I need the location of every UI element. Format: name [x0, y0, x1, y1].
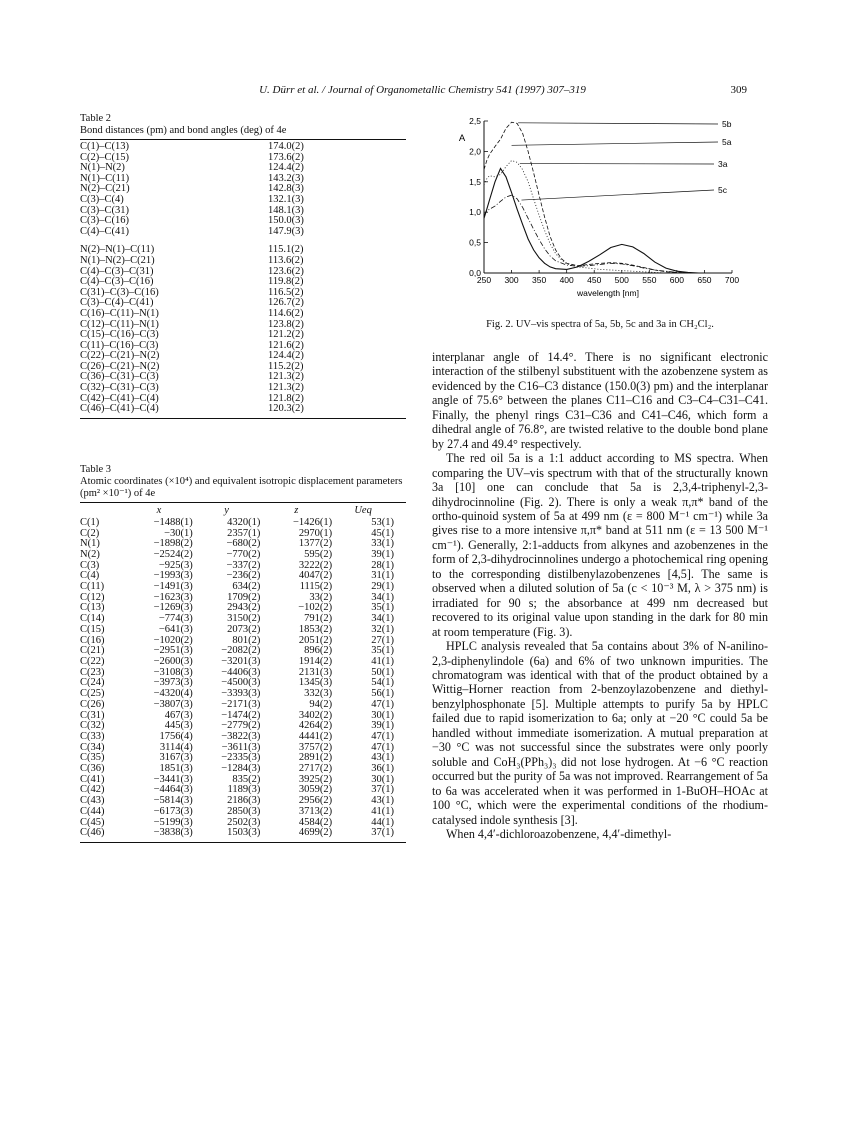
atom-label: C(12): [80, 591, 105, 603]
atom-label: C(45): [80, 816, 105, 828]
coord-z: 2891(2): [298, 752, 333, 764]
bond-label: C(46)–C(41)–C(4): [80, 403, 159, 415]
coord-x: 445(3): [164, 720, 193, 732]
atom-label: C(33): [80, 730, 105, 742]
bond-value: 147.9(3): [268, 225, 304, 237]
coord-ueq: 29(1): [371, 581, 394, 593]
legend-leader: [512, 142, 718, 145]
bond-label: N(1)–N(2)–C(21): [80, 254, 155, 266]
coord-x: −5814(3): [153, 795, 193, 807]
x-tick-label: 650: [697, 275, 712, 285]
y-tick-label: 2,0: [469, 146, 481, 157]
coord-z: 4047(2): [298, 570, 333, 582]
y-axis-label: A: [458, 133, 466, 144]
coord-y: −680(2): [226, 538, 261, 550]
coord-ueq: 47(1): [371, 741, 394, 753]
coord-ueq: 56(1): [371, 688, 394, 700]
coord-x: −3838(3): [153, 827, 193, 839]
table2-row: [80, 309, 406, 320]
atom-label: C(23): [80, 666, 105, 678]
atom-label: C(1): [80, 516, 100, 528]
coord-ueq: 43(1): [371, 795, 394, 807]
coord-ueq: 33(1): [371, 538, 394, 550]
coord-y: −1474(2): [221, 709, 261, 721]
x-tick-label: 700: [724, 275, 740, 285]
bond-value: 124.4(2): [268, 350, 304, 362]
bond-value: 116.5(2): [268, 286, 304, 298]
table3-header-row: [80, 503, 406, 518]
coord-y: 2943(2): [227, 602, 261, 614]
coord-y: −3201(3): [221, 655, 261, 667]
coord-x: −2951(3): [153, 645, 193, 657]
coord-x: 3114(4): [159, 741, 193, 753]
bond-label: C(11)–C(16)–C(3): [80, 339, 159, 351]
coord-y: 2357(1): [227, 527, 261, 539]
coord-ueq: 30(1): [371, 709, 394, 721]
coord-z: 3757(2): [298, 741, 333, 753]
bond-label: C(3)–C(4): [80, 193, 124, 205]
table3-col-z: z: [294, 504, 299, 516]
coord-y: 801(2): [232, 634, 261, 646]
page-number: 309: [730, 84, 747, 96]
table3-row: [80, 518, 406, 529]
coord-z: 3925(2): [298, 773, 333, 785]
bond-label: C(4)–C(3)–C(31): [80, 265, 154, 277]
legend-label: 5a: [722, 137, 732, 147]
coord-z: 1914(2): [298, 655, 333, 667]
bond-label: C(4)–C(3)–C(16): [80, 276, 154, 288]
table2-caption: Bond distances (pm) and bond angles (deg) of 4e: [80, 125, 287, 136]
y-tick-label: 0,5: [469, 237, 481, 248]
coord-y: 2186(3): [227, 795, 261, 807]
coord-y: −3393(3): [221, 688, 261, 700]
atom-label: C(25): [80, 688, 105, 700]
atom-label: N(1): [80, 538, 100, 550]
atom-label: C(42): [80, 784, 105, 796]
coord-x: −30(1): [164, 527, 193, 539]
coord-ueq: 27(1): [371, 634, 394, 646]
bond-value: 123.6(2): [268, 265, 304, 277]
table2-label: Table 2: [80, 113, 112, 124]
coord-ueq: 37(1): [371, 827, 394, 839]
atom-label: C(31): [80, 709, 105, 721]
table2-row: [80, 256, 406, 267]
coord-z: 3059(2): [298, 784, 333, 796]
atom-label: C(41): [80, 773, 105, 785]
coord-ueq: 50(1): [371, 666, 394, 678]
coord-y: 835(2): [232, 773, 261, 785]
coord-y: −3611(3): [221, 741, 261, 753]
coord-ueq: 28(1): [371, 559, 394, 571]
bond-value: 120.3(2): [268, 403, 304, 415]
running-head: U. Dürr et al. / Journal of Organometallic Chemistry 541 (1997) 307–319: [259, 84, 586, 96]
x-tick-label: 600: [669, 275, 684, 285]
figure2-caption: Fig. 2. UV–vis spectra of 5a, 5b, 5c and 3a in CH₂Cl₂.: [486, 319, 714, 330]
bond-label: N(1)–C(11): [80, 172, 130, 184]
bond-label: C(36)–C(31)–C(3): [80, 371, 159, 383]
bond-value: 148.1(3): [268, 204, 304, 216]
table2-row: [80, 184, 406, 195]
atom-label: C(35): [80, 752, 105, 764]
coord-z: 1377(2): [298, 538, 333, 550]
atom-label: C(46): [80, 827, 105, 839]
atom-label: C(13): [80, 602, 105, 614]
bond-label: C(2)–C(15): [80, 151, 129, 163]
atom-label: C(32): [80, 720, 105, 732]
x-tick-label: 500: [614, 275, 629, 285]
table3-bottom-rule: [80, 842, 406, 843]
atom-label: C(26): [80, 698, 105, 710]
bond-value: 115.1(2): [268, 244, 304, 256]
bond-label: C(16)–C(11)–N(1): [80, 307, 159, 319]
coord-ueq: 47(1): [371, 730, 394, 742]
coord-ueq: 35(1): [371, 645, 394, 657]
coord-z: 2131(3): [298, 666, 333, 678]
coord-x: −3973(3): [153, 677, 193, 689]
coord-z: 332(3): [304, 688, 333, 700]
coord-ueq: 44(1): [371, 816, 394, 828]
coord-ueq: 47(1): [371, 698, 394, 710]
atom-label: C(16): [80, 634, 105, 646]
table2: [80, 142, 406, 415]
coord-y: 1189(3): [227, 784, 261, 796]
atom-label: C(22): [80, 655, 105, 667]
y-tick-label: 0,0: [469, 268, 481, 278]
body-paragraph: When 4,4′-dichloroazobenzene, 4,4′-dimethyl-: [446, 826, 672, 841]
bond-label: N(1)–N(2): [80, 162, 125, 174]
coord-x: −1898(2): [153, 538, 193, 550]
coord-ueq: 43(1): [371, 752, 394, 764]
table2-row: [80, 153, 406, 164]
coord-ueq: 36(1): [371, 763, 394, 775]
legend-label: 5c: [718, 185, 727, 195]
coord-x: 1851(3): [159, 763, 193, 775]
y-tick-label: 1,0: [469, 207, 481, 218]
coord-ueq: 41(1): [371, 655, 394, 667]
coord-x: −1020(2): [153, 634, 193, 646]
coord-ueq: 30(1): [371, 773, 394, 785]
bond-value: 113.6(2): [268, 254, 304, 266]
coord-x: −4464(3): [153, 784, 193, 796]
coord-ueq: 54(1): [371, 677, 394, 689]
coord-x: −1993(3): [153, 570, 193, 582]
coord-z: 1115(2): [299, 581, 333, 593]
table3-row: [80, 700, 406, 711]
atom-label: C(44): [80, 805, 105, 817]
figure2-chart: [432, 113, 768, 313]
coord-x: −925(3): [158, 559, 193, 571]
bond-label: C(3)–C(16): [80, 215, 129, 227]
coord-x: −4320(4): [153, 688, 193, 700]
atom-label: C(36): [80, 763, 105, 775]
bond-value: 124.4(2): [268, 162, 304, 174]
body-paragraph: HPLC analysis revealed that 5a contains about 3% of N-anilino-2,3-diphenylindole (6a) and 6% of two unknown impurities. The chromatogram was identical with that of the product obtained by a Wittig–Horner reaction from 2-benzoylazobenzene and diethyl-benzylphosphonate [5]. Multiple attempts to purify 5a by HPLC failed due to rapid isomerization to 6a; only at −20 °C could 5a be handled without immediate isomerization. A mutual preparation at −30 °C was not successful since the substrates were only poorly soluble and CoH₃(PPh₃)₃ did not lose hydrogen. At −6 °C reaction occurred but the purity of 5a was not improved. Rearrangement of 5a to 6a was accelerated when it was performed in 1-BuOH–HOAc at 100 °C, which were the experimental conditions of the rhodium-catalysed indole synthesis [3].: [432, 639, 768, 827]
table2-row: [80, 227, 406, 238]
atom-label: N(2): [80, 548, 100, 560]
bond-value: 174.0(2): [268, 141, 304, 152]
coord-x: −1623(3): [153, 591, 193, 603]
table3-col-label: [80, 503, 125, 518]
coord-y: −2779(2): [221, 720, 261, 732]
coord-ueq: 37(1): [371, 784, 394, 796]
left-column: [80, 113, 406, 843]
coord-z: −1426(1): [292, 516, 333, 528]
bond-label: N(2)–N(1)–C(11): [80, 244, 155, 256]
page-header: [0, 84, 845, 104]
bond-label: C(3)–C(31): [80, 204, 129, 216]
table2-row: [80, 142, 406, 153]
bond-value: 150.0(3): [268, 215, 304, 227]
table3-label: Table 3: [80, 463, 112, 475]
table3-caption: Atomic coordinates (×10⁴) and equivalent isotropic displacement parameters (pm² ×10⁻¹) of 4e: [80, 475, 403, 499]
atom-label: C(24): [80, 677, 105, 689]
body-paragraph: The red oil 5a is a 1:1 adduct according to MS spectra. When comparing the UV–vis spectrum with that of the structurally known 3a [10] one can conclude that 5a is 2,3,4-triphenyl-2,3-dihydrocinnoline (Fig. 2). There is only a weak π,π* band of the ortho-quinoid system of 5a at 499 nm (ε = 800 M⁻¹ cm⁻¹) while 3a gives rise to a more intensive π,π* band at 511 nm (ε = 13 500 M⁻¹ cm⁻¹). Generally, 2:1-adducts from alkynes and azobenzenes in the form of 2,3-dihydrocinnolines undergo a photochemical ring opening to the corresponding distilbenylazobenzenes [4,5]. The same is observed when a diluted solution of 5a (c < 10⁻³ M, λ > 375 nm) is irradiated for 90 s; the absorbance at 499 nm decreased but recovered to its original value upon standing in the dark for 80 min at room temperature (Fig. 3).: [432, 451, 768, 639]
coord-z: −102(2): [298, 602, 333, 614]
coord-ueq: 35(1): [371, 602, 394, 614]
coord-z: 4264(2): [298, 720, 333, 732]
atom-label: C(15): [80, 623, 105, 635]
coord-ueq: 34(1): [371, 591, 394, 603]
coord-z: 1853(2): [298, 623, 333, 635]
bond-label: C(32)–C(31)–C(3): [80, 382, 159, 394]
bond-label: C(31)–C(3)–C(16): [80, 286, 159, 298]
bond-value: 114.6(2): [268, 307, 304, 319]
bond-value: 115.2(2): [268, 360, 304, 372]
coord-y: 1709(2): [227, 591, 261, 603]
bond-value: 132.1(3): [268, 193, 304, 205]
atom-label: C(14): [80, 613, 105, 625]
coord-z: 3222(2): [298, 559, 333, 571]
coord-y: 1503(3): [227, 827, 261, 839]
coord-x: 467(3): [164, 709, 193, 721]
coord-z: 2717(2): [298, 763, 333, 775]
y-tick-label: 1,5: [469, 176, 481, 187]
x-tick-label: 450: [587, 275, 602, 285]
coord-x: −5199(3): [153, 816, 193, 828]
coord-y: 3150(2): [227, 613, 261, 625]
bond-value: 119.8(2): [268, 276, 304, 288]
table2-top-rule: [80, 139, 406, 140]
coord-y: −2082(2): [221, 645, 261, 657]
coord-x: −1488(1): [153, 516, 193, 528]
x-tick-label: 400: [559, 275, 574, 285]
bond-value: 143.2(3): [268, 172, 304, 184]
coord-z: 3402(2): [298, 709, 333, 721]
atom-label: C(43): [80, 795, 105, 807]
coord-z: 33(2): [309, 591, 333, 603]
bond-label: C(4)–C(41): [80, 225, 129, 237]
coord-y: −3822(3): [221, 730, 261, 742]
bond-value: 121.2(2): [268, 329, 304, 341]
x-tick-label: 550: [642, 275, 657, 285]
coord-ueq: 34(1): [371, 613, 394, 625]
coord-x: −1491(3): [153, 581, 193, 593]
y-tick-label: 2,5: [469, 116, 481, 126]
coord-ueq: 53(1): [371, 516, 394, 528]
coord-z: 94(2): [309, 698, 333, 710]
atom-label: C(11): [80, 581, 105, 593]
uv-vis-chart: [432, 113, 768, 313]
coord-x: −2600(3): [153, 655, 193, 667]
atom-label: C(4): [80, 570, 100, 582]
table3-col-y: y: [224, 504, 229, 516]
bond-label: N(2)–C(21): [80, 183, 130, 195]
coord-x: −3441(3): [153, 773, 193, 785]
coord-z: 4584(2): [298, 816, 333, 828]
bond-value: 121.8(2): [268, 392, 304, 404]
coord-z: 2956(2): [298, 795, 333, 807]
coord-y: 2073(2): [227, 623, 261, 635]
coord-x: −6173(3): [153, 805, 193, 817]
bond-label: C(26)–C(21)–N(2): [80, 360, 160, 372]
x-tick-label: 300: [504, 275, 519, 285]
coord-z: 3713(2): [298, 805, 333, 817]
coord-x: −3807(3): [153, 698, 193, 710]
coord-x: 3167(3): [159, 752, 193, 764]
table3-col-ueq: Ueq: [354, 504, 372, 516]
coord-y: −770(2): [226, 548, 261, 560]
coord-x: −3108(3): [153, 666, 193, 678]
bond-label: C(3)–C(4)–C(41): [80, 297, 154, 309]
table3-row: [80, 625, 406, 636]
body-paragraph: interplanar angle of 14.4°. There is no significant electronic interaction of the stilbenyl substituent with the azobenzene system as evidenced by the C16–C3 distance (150.0(3) pm) and the interplanar angle of 75.6° between the planes C11–C16 and C3–C4–C31–C41. Finally, the phenyl rings C31–C36 and C41–C46, which form a dihedral angle of 76.8°, are twisted relative to the double bond plane by 27.4 and 49.4° respectively.: [432, 350, 768, 451]
coord-y: 634(2): [232, 581, 261, 593]
coord-y: 2502(3): [227, 816, 261, 828]
bond-value: 121.6(2): [268, 339, 304, 351]
coord-z: 2051(2): [298, 634, 333, 646]
legend-label: 3a: [718, 159, 728, 169]
bond-label: C(42)–C(41)–C(4): [80, 392, 159, 404]
atom-label: C(2): [80, 527, 100, 539]
coord-z: 4699(2): [298, 827, 333, 839]
table3-col-x: x: [156, 504, 162, 516]
coord-x: −774(3): [158, 613, 193, 625]
coord-y: −4500(3): [221, 677, 261, 689]
right-column: [432, 113, 768, 841]
coord-y: −4406(3): [221, 666, 261, 678]
coord-y: 4320(1): [227, 516, 261, 528]
coord-y: −337(2): [226, 559, 261, 571]
atom-label: C(21): [80, 645, 105, 657]
coord-x: −2524(2): [153, 548, 193, 560]
bond-label: C(22)–C(21)–N(2): [80, 350, 160, 362]
bond-label: C(12)–C(11)–N(1): [80, 318, 159, 330]
bond-value: 121.3(2): [268, 382, 304, 394]
bond-value: 142.8(3): [268, 183, 304, 195]
coord-ueq: 41(1): [371, 805, 394, 817]
coord-x: −1269(3): [153, 602, 193, 614]
bond-value: 173.6(2): [268, 151, 304, 163]
coord-z: 896(2): [304, 645, 333, 657]
series-line-5c: [484, 195, 732, 273]
bond-value: 126.7(2): [268, 297, 304, 309]
coord-x: 1756(4): [159, 730, 193, 742]
coord-y: 2850(3): [227, 805, 261, 817]
bond-value: 123.8(2): [268, 318, 304, 330]
atom-label: C(34): [80, 741, 105, 753]
series-line-5a: [484, 168, 732, 273]
legend-leader: [518, 123, 718, 124]
coord-y: −236(2): [226, 570, 261, 582]
coord-y: −2335(3): [221, 752, 261, 764]
coord-ueq: 39(1): [371, 720, 394, 732]
x-tick-label: 250: [476, 275, 492, 285]
coord-z: 1345(3): [298, 677, 333, 689]
coord-z: 2970(1): [298, 527, 333, 539]
bond-label: C(1)–C(13): [80, 141, 129, 152]
coord-ueq: 31(1): [371, 570, 394, 582]
coord-z: 4441(2): [298, 730, 333, 742]
series-line-3a: [484, 161, 732, 274]
coord-y: −2171(3): [221, 698, 261, 710]
legend-leader: [521, 190, 714, 200]
table3: [80, 503, 406, 839]
coord-ueq: 45(1): [371, 527, 394, 539]
x-tick-label: 350: [532, 275, 547, 285]
coord-y: −1284(3): [221, 763, 261, 775]
table2-row: [80, 195, 406, 206]
coord-ueq: 32(1): [371, 623, 394, 635]
table3-row: [80, 828, 406, 839]
legend-label: 5b: [722, 119, 732, 129]
table3-row: [80, 732, 406, 743]
bond-value: 121.3(2): [268, 371, 304, 383]
coord-ueq: 39(1): [371, 548, 394, 560]
coord-z: 595(2): [304, 548, 333, 560]
atom-label: C(3): [80, 559, 100, 571]
coord-x: −641(3): [158, 623, 193, 635]
bond-label: C(15)–C(16)–C(3): [80, 329, 159, 341]
x-axis-label: wavelength [nm]: [577, 288, 639, 298]
coord-z: 791(2): [304, 613, 333, 625]
table2-row: [80, 404, 406, 415]
body-text: [432, 350, 768, 841]
table3-row: [80, 807, 406, 818]
